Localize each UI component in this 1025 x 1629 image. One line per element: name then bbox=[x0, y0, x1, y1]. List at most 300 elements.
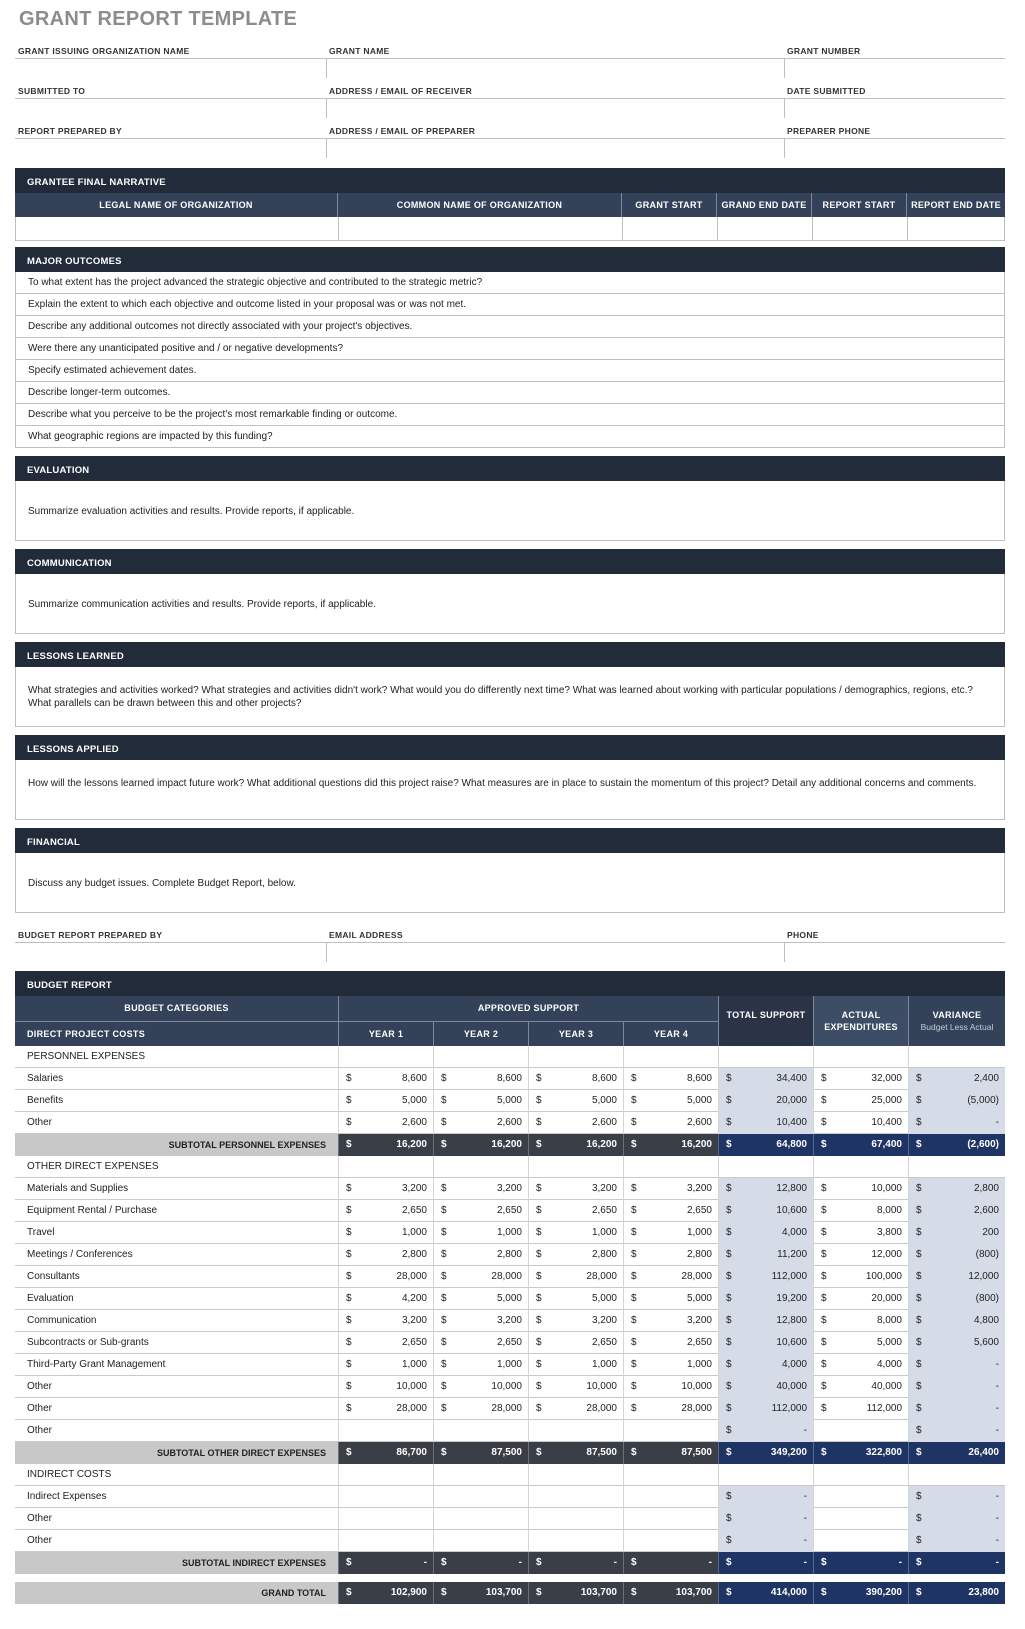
amount-cell[interactable] bbox=[528, 1200, 623, 1222]
amount-value: 4,000 bbox=[876, 1359, 902, 1370]
empty-cell[interactable] bbox=[813, 1156, 908, 1178]
amount-value: 3,800 bbox=[876, 1227, 902, 1238]
amount-cell[interactable] bbox=[908, 1068, 1005, 1090]
amount-value: 3,200 bbox=[591, 1183, 617, 1194]
amount-cell[interactable] bbox=[528, 1310, 623, 1332]
amount-cell[interactable] bbox=[338, 1200, 433, 1222]
amount-cell[interactable] bbox=[433, 1398, 528, 1420]
amount-value: - bbox=[995, 1359, 999, 1370]
empty-cell[interactable] bbox=[433, 1464, 528, 1486]
currency-symbol: $ bbox=[821, 1073, 827, 1084]
subtotal-amount bbox=[813, 1552, 908, 1574]
amount-cell[interactable] bbox=[718, 1090, 813, 1112]
category-label: Subcontracts or Sub-grants bbox=[27, 1337, 149, 1348]
lessons-learned-text[interactable]: What strategies and activities worked? What strategies and activities didn't work? What would you do differently next time? What was learned about working with particular populations / demographics, regions, etc.? What parallels can be drawn between this and other projects? bbox=[15, 667, 1005, 727]
amount-cell[interactable] bbox=[908, 1398, 1005, 1420]
empty-cell[interactable] bbox=[813, 1046, 908, 1068]
currency-symbol: $ bbox=[726, 1227, 732, 1238]
grant-number-field[interactable] bbox=[784, 44, 1005, 84]
list-item[interactable]: What geographic regions are impacted by this funding? bbox=[16, 426, 1004, 448]
amount-value: 2,650 bbox=[591, 1205, 617, 1216]
amount-cell[interactable] bbox=[338, 1486, 433, 1508]
amount-cell[interactable] bbox=[813, 1332, 908, 1354]
amount-cell[interactable] bbox=[433, 1266, 528, 1288]
amount-cell[interactable] bbox=[908, 1508, 1005, 1530]
table-row bbox=[15, 1420, 1005, 1442]
amount-cell[interactable] bbox=[338, 1222, 433, 1244]
amount-cell[interactable] bbox=[338, 1244, 433, 1266]
amount-cell[interactable] bbox=[528, 1266, 623, 1288]
amount-cell[interactable] bbox=[908, 1178, 1005, 1200]
amount-cell[interactable] bbox=[718, 1486, 813, 1508]
grant-start-input[interactable] bbox=[623, 217, 718, 240]
group-label: OTHER DIRECT EXPENSES bbox=[27, 1161, 159, 1172]
amount-value: 1,000 bbox=[401, 1359, 427, 1370]
amount-cell[interactable] bbox=[813, 1310, 908, 1332]
amount-cell[interactable] bbox=[718, 1068, 813, 1090]
amount-cell[interactable] bbox=[813, 1266, 908, 1288]
amount-cell[interactable] bbox=[338, 1288, 433, 1310]
amount-cell[interactable] bbox=[338, 1332, 433, 1354]
amount-value: 4,800 bbox=[973, 1315, 999, 1326]
amount-value: 16,200 bbox=[681, 1139, 712, 1150]
amount-cell[interactable] bbox=[338, 1530, 433, 1552]
amount-value: 4,000 bbox=[781, 1359, 807, 1370]
amount-value: 2,650 bbox=[401, 1205, 427, 1216]
currency-symbol: $ bbox=[631, 1337, 637, 1348]
amount-cell[interactable] bbox=[623, 1354, 718, 1376]
amount-cell[interactable] bbox=[433, 1222, 528, 1244]
amount-cell[interactable] bbox=[528, 1068, 623, 1090]
year-3-header: YEAR 3 bbox=[528, 1021, 623, 1046]
amount-cell[interactable] bbox=[528, 1178, 623, 1200]
table-row bbox=[15, 1376, 1005, 1398]
amount-value: (800) bbox=[975, 1249, 999, 1260]
amount-cell[interactable] bbox=[718, 1222, 813, 1244]
subtotal-amount bbox=[528, 1134, 623, 1156]
preparer-address-field[interactable] bbox=[326, 124, 784, 164]
amount-cell[interactable] bbox=[623, 1266, 718, 1288]
amount-cell[interactable] bbox=[433, 1486, 528, 1508]
amount-value: 414,000 bbox=[770, 1587, 807, 1598]
amount-cell[interactable] bbox=[813, 1376, 908, 1398]
amount-cell[interactable] bbox=[338, 1354, 433, 1376]
amount-value: 28,000 bbox=[681, 1271, 712, 1282]
currency-symbol: $ bbox=[536, 1403, 542, 1414]
amount-cell[interactable] bbox=[528, 1376, 623, 1398]
amount-value: 10,000 bbox=[681, 1381, 712, 1392]
amount-cell[interactable] bbox=[623, 1090, 718, 1112]
field-label: PHONE bbox=[787, 930, 819, 940]
amount-cell[interactable] bbox=[908, 1420, 1005, 1442]
amount-value: 40,000 bbox=[871, 1381, 902, 1392]
currency-symbol: $ bbox=[346, 1359, 352, 1370]
amount-value: 2,800 bbox=[496, 1249, 522, 1260]
subtotal-amount bbox=[908, 1442, 1005, 1464]
category-label: Equipment Rental / Purchase bbox=[27, 1205, 158, 1216]
amount-cell[interactable] bbox=[528, 1244, 623, 1266]
amount-cell[interactable] bbox=[433, 1530, 528, 1552]
amount-cell[interactable] bbox=[813, 1200, 908, 1222]
financial-header: FINANCIAL bbox=[15, 828, 1005, 853]
receiver-address-field[interactable] bbox=[326, 84, 784, 124]
amount-cell[interactable] bbox=[623, 1398, 718, 1420]
amount-cell[interactable] bbox=[718, 1310, 813, 1332]
empty-cell[interactable] bbox=[908, 1464, 1005, 1486]
subtotal-amount bbox=[623, 1442, 718, 1464]
amount-cell[interactable] bbox=[813, 1112, 908, 1134]
amount-cell[interactable] bbox=[433, 1200, 528, 1222]
category-label: Benefits bbox=[27, 1095, 64, 1106]
amount-cell[interactable] bbox=[528, 1288, 623, 1310]
amount-cell[interactable] bbox=[338, 1420, 433, 1442]
budget-phone-field[interactable] bbox=[784, 928, 1005, 968]
report-end-input[interactable] bbox=[908, 217, 1004, 240]
preparer-phone-field[interactable] bbox=[784, 124, 1005, 164]
amount-cell[interactable] bbox=[623, 1420, 718, 1442]
amount-cell[interactable] bbox=[433, 1244, 528, 1266]
currency-symbol: $ bbox=[441, 1359, 447, 1370]
legal-name-input[interactable] bbox=[16, 217, 339, 240]
list-item[interactable]: Explain the extent to which each objective and outcome listed in your proposal was or was not met. bbox=[16, 294, 1004, 316]
category-label: Evaluation bbox=[27, 1293, 74, 1304]
amount-cell[interactable] bbox=[623, 1200, 718, 1222]
currency-symbol: $ bbox=[346, 1337, 352, 1348]
amount-cell[interactable] bbox=[718, 1200, 813, 1222]
amount-cell[interactable] bbox=[813, 1354, 908, 1376]
currency-symbol: $ bbox=[821, 1381, 827, 1392]
amount-cell[interactable] bbox=[718, 1508, 813, 1530]
currency-symbol: $ bbox=[536, 1359, 542, 1370]
amount-cell[interactable] bbox=[718, 1332, 813, 1354]
currency-symbol: $ bbox=[346, 1139, 352, 1150]
amount-cell[interactable] bbox=[623, 1068, 718, 1090]
amount-value: 3,200 bbox=[401, 1315, 427, 1326]
amount-cell[interactable] bbox=[718, 1354, 813, 1376]
amount-value: 5,000 bbox=[591, 1095, 617, 1106]
amount-cell[interactable] bbox=[718, 1112, 813, 1134]
currency-symbol: $ bbox=[916, 1447, 922, 1458]
currency-symbol: $ bbox=[631, 1139, 637, 1150]
currency-symbol: $ bbox=[346, 1249, 352, 1260]
amount-cell[interactable] bbox=[718, 1244, 813, 1266]
currency-symbol: $ bbox=[536, 1271, 542, 1282]
amount-value: 390,200 bbox=[865, 1587, 902, 1598]
amount-value: 3,200 bbox=[401, 1183, 427, 1194]
currency-symbol: $ bbox=[631, 1557, 637, 1568]
list-item[interactable]: Describe what you perceive to be the project's most remarkable finding or outcome. bbox=[16, 404, 1004, 426]
amount-value: 10,000 bbox=[871, 1183, 902, 1194]
currency-symbol: $ bbox=[536, 1447, 542, 1458]
amount-cell[interactable] bbox=[908, 1266, 1005, 1288]
amount-cell[interactable] bbox=[623, 1310, 718, 1332]
currency-symbol: $ bbox=[441, 1205, 447, 1216]
currency-symbol: $ bbox=[726, 1117, 732, 1128]
empty-cell[interactable] bbox=[908, 1046, 1005, 1068]
amount-value: 3,200 bbox=[496, 1183, 522, 1194]
amount-cell[interactable] bbox=[908, 1112, 1005, 1134]
amount-value: 28,000 bbox=[491, 1403, 522, 1414]
amount-cell[interactable] bbox=[623, 1112, 718, 1134]
amount-cell[interactable] bbox=[908, 1530, 1005, 1552]
lessons-learned-header: LESSONS LEARNED bbox=[15, 642, 1005, 667]
amount-cell[interactable] bbox=[623, 1332, 718, 1354]
currency-symbol: $ bbox=[916, 1425, 922, 1436]
empty-cell[interactable] bbox=[528, 1464, 623, 1486]
table-row bbox=[15, 1310, 1005, 1332]
empty-cell[interactable] bbox=[623, 1156, 718, 1178]
amount-cell[interactable] bbox=[528, 1090, 623, 1112]
currency-symbol: $ bbox=[821, 1315, 827, 1326]
amount-cell[interactable] bbox=[718, 1178, 813, 1200]
amount-cell[interactable] bbox=[813, 1178, 908, 1200]
grant-issuing-org-field[interactable] bbox=[15, 44, 326, 84]
empty-cell[interactable] bbox=[338, 1156, 433, 1178]
empty-cell[interactable] bbox=[433, 1156, 528, 1178]
amount-cell[interactable] bbox=[433, 1178, 528, 1200]
amount-cell[interactable] bbox=[338, 1068, 433, 1090]
currency-symbol: $ bbox=[441, 1315, 447, 1326]
empty-cell[interactable] bbox=[623, 1464, 718, 1486]
subtotal-amount bbox=[908, 1552, 1005, 1574]
amount-cell[interactable] bbox=[813, 1068, 908, 1090]
currency-symbol: $ bbox=[821, 1227, 827, 1238]
communication-header: COMMUNICATION bbox=[15, 549, 1005, 574]
amount-cell[interactable] bbox=[433, 1288, 528, 1310]
amount-cell[interactable] bbox=[623, 1244, 718, 1266]
amount-cell[interactable] bbox=[908, 1090, 1005, 1112]
amount-cell[interactable] bbox=[623, 1376, 718, 1398]
amount-value: - bbox=[803, 1535, 807, 1546]
subtotal-amount bbox=[528, 1442, 623, 1464]
amount-cell[interactable] bbox=[338, 1090, 433, 1112]
amount-cell[interactable] bbox=[813, 1398, 908, 1420]
amount-cell[interactable] bbox=[623, 1178, 718, 1200]
subtotal-amount bbox=[528, 1582, 623, 1604]
amount-cell[interactable] bbox=[623, 1288, 718, 1310]
amount-cell[interactable] bbox=[718, 1530, 813, 1552]
amount-cell[interactable] bbox=[433, 1508, 528, 1530]
page-title: GRANT REPORT TEMPLATE bbox=[19, 8, 298, 30]
currency-symbol: $ bbox=[346, 1117, 352, 1128]
amount-cell[interactable] bbox=[528, 1530, 623, 1552]
currency-symbol: $ bbox=[916, 1315, 922, 1326]
currency-symbol: $ bbox=[631, 1205, 637, 1216]
list-item[interactable]: Describe longer-term outcomes. bbox=[16, 382, 1004, 404]
empty-cell[interactable] bbox=[718, 1464, 813, 1486]
table-row bbox=[15, 1508, 1005, 1530]
table-row bbox=[15, 1266, 1005, 1288]
currency-symbol: $ bbox=[536, 1249, 542, 1260]
amount-cell[interactable] bbox=[718, 1420, 813, 1442]
amount-value: - bbox=[995, 1381, 999, 1392]
amount-value: - bbox=[995, 1117, 999, 1128]
amount-cell[interactable] bbox=[528, 1354, 623, 1376]
amount-cell[interactable] bbox=[718, 1398, 813, 1420]
amount-cell[interactable] bbox=[718, 1376, 813, 1398]
budget-prepared-by-field[interactable] bbox=[15, 928, 326, 968]
lessons-applied-text[interactable]: How will the lessons learned impact future work? What additional questions did this project raise? What measures are in place to sustain the momentum of this project? Detail any additional concerns and comments. bbox=[15, 760, 1005, 820]
amount-value: - bbox=[803, 1425, 807, 1436]
amount-cell[interactable] bbox=[528, 1508, 623, 1530]
currency-symbol: $ bbox=[631, 1293, 637, 1304]
amount-cell[interactable] bbox=[623, 1508, 718, 1530]
financial-text[interactable]: Discuss any budget issues. Complete Budget Report, below. bbox=[15, 853, 1005, 913]
amount-value: 20,000 bbox=[776, 1095, 807, 1106]
empty-cell[interactable] bbox=[528, 1046, 623, 1068]
amount-value: 5,600 bbox=[973, 1337, 999, 1348]
amount-cell[interactable] bbox=[813, 1222, 908, 1244]
amount-cell[interactable] bbox=[338, 1178, 433, 1200]
empty-cell[interactable] bbox=[908, 1156, 1005, 1178]
amount-value: 2,800 bbox=[973, 1183, 999, 1194]
amount-cell[interactable] bbox=[338, 1508, 433, 1530]
budget-group-row bbox=[15, 1046, 1005, 1068]
communication-text[interactable]: Summarize communication activities and results. Provide reports, if applicable. bbox=[15, 574, 1005, 634]
amount-cell[interactable] bbox=[813, 1508, 908, 1530]
grant-end-input[interactable] bbox=[718, 217, 813, 240]
table-row bbox=[15, 1244, 1005, 1266]
amount-cell[interactable] bbox=[338, 1310, 433, 1332]
amount-value: 5,000 bbox=[496, 1293, 522, 1304]
currency-symbol: $ bbox=[726, 1535, 732, 1546]
grand-total-row bbox=[15, 1582, 1005, 1604]
amount-cell[interactable] bbox=[528, 1486, 623, 1508]
category-label: Other bbox=[27, 1425, 53, 1436]
submitted-to-field[interactable] bbox=[15, 84, 326, 124]
evaluation-text[interactable]: Summarize evaluation activities and results. Provide reports, if applicable. bbox=[15, 481, 1005, 541]
subtotal-amount bbox=[338, 1442, 433, 1464]
table-row bbox=[15, 1332, 1005, 1354]
date-submitted-field[interactable] bbox=[784, 84, 1005, 124]
amount-cell[interactable] bbox=[718, 1266, 813, 1288]
amount-cell[interactable] bbox=[908, 1354, 1005, 1376]
amount-cell[interactable] bbox=[433, 1310, 528, 1332]
category-label: Other bbox=[27, 1513, 53, 1524]
amount-cell[interactable] bbox=[338, 1112, 433, 1134]
amount-cell[interactable] bbox=[528, 1222, 623, 1244]
amount-value: - bbox=[995, 1557, 999, 1568]
grant-name-field[interactable] bbox=[326, 44, 784, 84]
currency-symbol: $ bbox=[726, 1425, 732, 1436]
amount-cell[interactable] bbox=[433, 1420, 528, 1442]
amount-value: 10,400 bbox=[776, 1117, 807, 1128]
currency-symbol: $ bbox=[821, 1139, 827, 1150]
list-item[interactable]: Specify estimated achievement dates. bbox=[16, 360, 1004, 382]
currency-symbol: $ bbox=[821, 1557, 827, 1568]
amount-value: 3,200 bbox=[496, 1315, 522, 1326]
amount-cell[interactable] bbox=[908, 1486, 1005, 1508]
variance-subtitle: Budget Less Actual bbox=[920, 1022, 994, 1032]
amount-cell[interactable] bbox=[338, 1398, 433, 1420]
amount-cell[interactable] bbox=[813, 1420, 908, 1442]
report-start-input[interactable] bbox=[813, 217, 908, 240]
empty-cell[interactable] bbox=[338, 1464, 433, 1486]
empty-cell[interactable] bbox=[528, 1156, 623, 1178]
empty-cell[interactable] bbox=[623, 1046, 718, 1068]
amount-cell[interactable] bbox=[908, 1332, 1005, 1354]
amount-cell[interactable] bbox=[718, 1288, 813, 1310]
amount-cell[interactable] bbox=[908, 1310, 1005, 1332]
amount-cell[interactable] bbox=[528, 1398, 623, 1420]
amount-cell[interactable] bbox=[813, 1244, 908, 1266]
amount-cell[interactable] bbox=[433, 1332, 528, 1354]
variance-title: VARIANCE bbox=[932, 1010, 982, 1020]
empty-cell[interactable] bbox=[433, 1046, 528, 1068]
amount-cell[interactable] bbox=[433, 1090, 528, 1112]
amount-value: 2,650 bbox=[401, 1337, 427, 1348]
currency-symbol: $ bbox=[631, 1587, 637, 1598]
report-prepared-by-field[interactable] bbox=[15, 124, 326, 164]
budget-email-field[interactable] bbox=[326, 928, 784, 968]
amount-value: 16,200 bbox=[491, 1139, 522, 1150]
amount-cell[interactable] bbox=[623, 1486, 718, 1508]
field-label: SUBMITTED TO bbox=[18, 86, 86, 96]
amount-cell[interactable] bbox=[528, 1420, 623, 1442]
amount-value: 3,200 bbox=[591, 1315, 617, 1326]
amount-cell[interactable] bbox=[813, 1530, 908, 1552]
amount-cell[interactable] bbox=[433, 1376, 528, 1398]
currency-symbol: $ bbox=[916, 1139, 922, 1150]
amount-cell[interactable] bbox=[433, 1112, 528, 1134]
amount-cell[interactable] bbox=[338, 1266, 433, 1288]
amount-value: - bbox=[995, 1491, 999, 1502]
amount-value: 2,600 bbox=[401, 1117, 427, 1128]
empty-cell[interactable] bbox=[718, 1156, 813, 1178]
amount-cell[interactable] bbox=[528, 1112, 623, 1134]
list-item[interactable]: Describe any additional outcomes not directly associated with your project's objectives. bbox=[16, 316, 1004, 338]
amount-cell[interactable] bbox=[623, 1222, 718, 1244]
amount-cell[interactable] bbox=[528, 1332, 623, 1354]
amount-cell[interactable] bbox=[908, 1222, 1005, 1244]
field-label: GRANT NUMBER bbox=[787, 46, 861, 56]
currency-symbol: $ bbox=[631, 1403, 637, 1414]
amount-value: 28,000 bbox=[586, 1271, 617, 1282]
amount-cell[interactable] bbox=[338, 1376, 433, 1398]
currency-symbol: $ bbox=[441, 1249, 447, 1260]
empty-cell[interactable] bbox=[338, 1046, 433, 1068]
list-item[interactable]: To what extent has the project advanced the strategic objective and contributed to the strategic metric? bbox=[16, 272, 1004, 294]
empty-cell[interactable] bbox=[813, 1464, 908, 1486]
amount-cell[interactable] bbox=[433, 1354, 528, 1376]
amount-cell[interactable] bbox=[433, 1068, 528, 1090]
category-label: Other bbox=[27, 1381, 53, 1392]
currency-symbol: $ bbox=[726, 1513, 732, 1524]
amount-cell[interactable] bbox=[908, 1288, 1005, 1310]
field-label: GRANT NAME bbox=[329, 46, 390, 56]
amount-value: - bbox=[995, 1535, 999, 1546]
currency-symbol: $ bbox=[821, 1271, 827, 1282]
currency-symbol: $ bbox=[821, 1205, 827, 1216]
amount-value: 2,800 bbox=[401, 1249, 427, 1260]
amount-cell[interactable] bbox=[623, 1530, 718, 1552]
currency-symbol: $ bbox=[821, 1293, 827, 1304]
amount-cell[interactable] bbox=[908, 1244, 1005, 1266]
amount-value: 2,650 bbox=[496, 1337, 522, 1348]
amount-cell[interactable] bbox=[813, 1486, 908, 1508]
amount-cell[interactable] bbox=[908, 1376, 1005, 1398]
empty-cell[interactable] bbox=[718, 1046, 813, 1068]
category-label: Materials and Supplies bbox=[27, 1183, 129, 1194]
amount-cell[interactable] bbox=[813, 1090, 908, 1112]
subtotal-amount bbox=[433, 1582, 528, 1604]
subtotal-amount bbox=[338, 1134, 433, 1156]
common-name-input[interactable] bbox=[339, 217, 623, 240]
amount-value: 2,600 bbox=[686, 1117, 712, 1128]
amount-cell[interactable] bbox=[813, 1288, 908, 1310]
list-item[interactable]: Were there any unanticipated positive and / or negative developments? bbox=[16, 338, 1004, 360]
amount-cell[interactable] bbox=[908, 1200, 1005, 1222]
